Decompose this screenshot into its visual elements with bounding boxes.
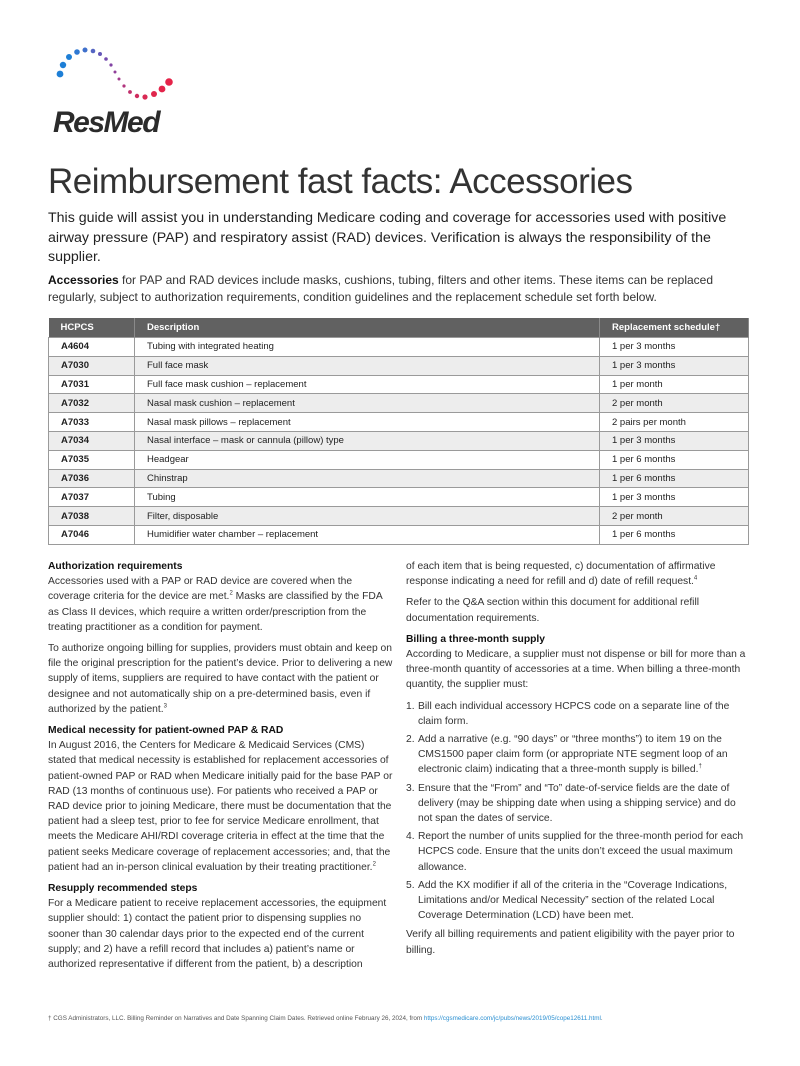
replacement-schedule: 1 per 6 months: [600, 469, 749, 488]
item-description: Tubing with integrated heating: [135, 338, 600, 357]
replacement-schedule: 2 pairs per month: [600, 413, 749, 432]
authorization-heading: Authorization requirements: [48, 561, 183, 572]
item-description: Tubing: [135, 488, 600, 507]
hcpcs-code: A7035: [49, 450, 135, 469]
authorization-paragraph-1: [48, 574, 393, 635]
item-description: Full face mask cushion – replacement: [135, 375, 600, 394]
replacement-schedule: 1 per 3 months: [600, 488, 749, 507]
intro-paragraph: This guide will assist you in understanding Medicare coding and coverage for accessories used with positive airway pressure (PAP) and respiratory assist (RAD) devices. Verification is always the responsibility of the supplier.: [48, 210, 727, 265]
item-description: Humidifier water chamber – replacement: [135, 525, 600, 544]
medical-necessity-paragraph: [48, 738, 393, 875]
footnote-ref: †: [698, 764, 702, 771]
replacement-schedule: 1 per 3 months: [600, 356, 749, 375]
accessories-lead: Accessories: [48, 273, 119, 287]
hcpcs-code: A7031: [49, 375, 135, 394]
authorization-text-1a: Accessories used with a PAP or RAD device are covered when the coverage criteria for the device are met.: [48, 576, 353, 603]
hcpcs-code: A7037: [49, 488, 135, 507]
item-description: Nasal mask cushion – replacement: [135, 394, 600, 413]
list-item: [406, 829, 751, 875]
footnote-ref: 2: [372, 861, 376, 868]
table-row: [49, 469, 749, 488]
hcpcs-code: A7038: [49, 507, 135, 526]
item-description: Headgear: [135, 450, 600, 469]
hcpcs-code: A7034: [49, 431, 135, 450]
header-description: Description: [135, 318, 600, 338]
list-item: [406, 878, 751, 924]
table-row: [49, 431, 749, 450]
item-description: Nasal mask pillows – replacement: [135, 413, 600, 432]
replacement-schedule: 1 per month: [600, 375, 749, 394]
footnote-text: † CGS Administrators, LLC. Billing Reminder on Narratives and Date Spanning Claim Dates. Retrieved online February 26, 2024, from: [48, 1015, 424, 1022]
replacement-schedule: 1 per 3 months: [600, 431, 749, 450]
billing-steps-list: [406, 699, 751, 924]
list-item: [406, 781, 751, 827]
step-text: Add the KX modifier if all of the criteria in the “Coverage Indications, Limitations and/or Medical Necessity” section of the related Local Coverage Determination (LCD) have been met.: [418, 879, 728, 922]
resmed-logo: [52, 46, 182, 142]
step-number: 5.: [406, 879, 415, 891]
hcpcs-code: A7032: [49, 394, 135, 413]
billing-paragraph: According to Medicare, a supplier must not dispense or bill for more than a three-month quantity of accessories at a time. When billing a three-month quantity, the supplier must:: [406, 649, 746, 691]
step-text: Add a narrative (e.g. “90 days” or “three months”) to item 19 on the CMS1500 paper claim form (or appropriate NTE segment loop of an electronic claim) indicating that a three-month supply is billed.: [418, 734, 728, 776]
footnote: [48, 1015, 768, 1022]
medical-necessity-text: In August 2016, the Centers for Medicare & Medicaid Services (CMS) stated that medical necessity is established for replacement accessories of patient-owned PAP or RAD when Medicare initially paid for the base PAP or RAD (13 months of continuous use). For patients who received a PAP or RAD device prior to joining Medicare, there must be documentation that the patient had a sleep test, prior to fee for service Medicare enrollment, that meets the Medicare AHI/RDI coverage criteria in effect at the time that the patient seeks Medicare coverage of replacement accessories; and, that the patient had an in-person clinical evaluation by their treating practitioner.: [48, 740, 393, 873]
item-description: Full face mask: [135, 356, 600, 375]
hcpcs-code: A7046: [49, 525, 135, 544]
step-text: Ensure that the “From” and “To” date-of-service fields are the date of delivery (may be shipping date when using a shipping service) and do not span the dates of service.: [418, 782, 736, 825]
hcpcs-code: A4604: [49, 338, 135, 357]
resupply-heading: Resupply recommended steps: [48, 883, 198, 895]
table-row: [49, 525, 749, 544]
table-row: [49, 507, 749, 526]
step-number: 4.: [406, 831, 415, 843]
hcpcs-code: A7030: [49, 356, 135, 375]
header-hcpcs: HCPCS: [49, 318, 135, 338]
hcpcs-code: A7033: [49, 413, 135, 432]
table-row: [49, 488, 749, 507]
table-row: [49, 338, 749, 357]
resmed-logo-dots-icon: [52, 46, 182, 106]
list-item: [406, 732, 751, 778]
list-item: [406, 699, 751, 729]
step-number: 3.: [406, 782, 415, 794]
table-row: [49, 375, 749, 394]
refill-continuation-paragraph: [406, 559, 751, 589]
medical-necessity-heading: Medical necessity for patient-owned PAP & RAD: [48, 725, 284, 737]
table-row: [49, 394, 749, 413]
footnote-link[interactable]: https://cgsmedicare.com/jc/pubs/news/2019/05/cope12611.html: [423, 1015, 601, 1022]
authorization-text-1b: Masks are classified by the FDA as Class II devices, which require a written order/prescription from the treating practitioner as a condition for payment.: [48, 591, 383, 633]
accessories-text: for PAP and RAD devices include masks, cushions, tubing, filters and other items. These items can be replaced regularly, subject to authorization requirements, condition guidelines and the replacement schedule set forth below.: [48, 273, 714, 304]
hcpcs-code: A7036: [49, 469, 135, 488]
step-text: Report the number of units supplied for the three-month period for each HCPCS code. Ensure that the units don’t exceed the usual maximum allowance.: [418, 831, 744, 873]
right-column: [406, 559, 751, 964]
step-number: 1.: [406, 700, 415, 712]
table-header-row: [49, 318, 749, 338]
replacement-schedule: 1 per 3 months: [600, 338, 749, 357]
accessories-paragraph: [48, 272, 753, 306]
footnote-ref: 3: [163, 703, 167, 710]
item-description: Nasal interface – mask or cannula (pillow) type: [135, 431, 600, 450]
table-row: [49, 413, 749, 432]
replacement-schedule: 1 per 6 months: [600, 525, 749, 544]
verify-paragraph: Verify all billing requirements and patient eligibility with the payer prior to billing.: [406, 929, 735, 956]
resupply-paragraph: For a Medicare patient to receive replacement accessories, the equipment supplier should: 1) contact the patient prior to dispensing supplies no sooner than 30 calendar days prior to the expected end of the current supply; and 2) have a refill record that includes a) patient’s name or authorized representative if different from the patient, b) a description: [48, 898, 387, 971]
table-row: [49, 450, 749, 469]
header-replacement-schedule: Replacement schedule†: [600, 318, 749, 338]
step-text: Bill each individual accessory HCPCS code on a separate line of the claim form.: [418, 700, 730, 727]
billing-heading: Billing a three-month supply: [406, 633, 546, 645]
replacement-schedule: 2 per month: [600, 507, 749, 526]
item-description: Filter, disposable: [135, 507, 600, 526]
replacement-schedule: 2 per month: [600, 394, 749, 413]
brand-name: ResMed: [53, 106, 160, 139]
footnote-end: .: [600, 1015, 603, 1022]
hcpcs-table: [48, 318, 749, 545]
authorization-paragraph-2: [48, 641, 393, 717]
page-title: Reimbursement fast facts: Accessories: [48, 162, 633, 201]
refill-continuation-text: of each item that is being requested, c) documentation of affirmative response indicating a need for refill and d) date of refill request.: [406, 561, 716, 588]
footnote-ref: 4: [693, 575, 698, 582]
footnote-ref: 2: [229, 590, 233, 597]
replacement-schedule: 1 per 6 months: [600, 450, 749, 469]
left-column: [48, 559, 393, 978]
refer-paragraph: Refer to the Q&A section within this document for additional refill documentation requirements.: [406, 597, 700, 624]
authorization-text-2: To authorize ongoing billing for supplies, providers must obtain and keep on file the original prescription for the patient’s device. Prior to delivering a new supply of items, suppliers are required to have contact with the patient or designee and not automatically ship on a pre-determined basis, even if authorized by the patient.: [48, 643, 393, 715]
item-description: Chinstrap: [135, 469, 600, 488]
table-row: [49, 356, 749, 375]
step-number: 2.: [406, 734, 415, 746]
